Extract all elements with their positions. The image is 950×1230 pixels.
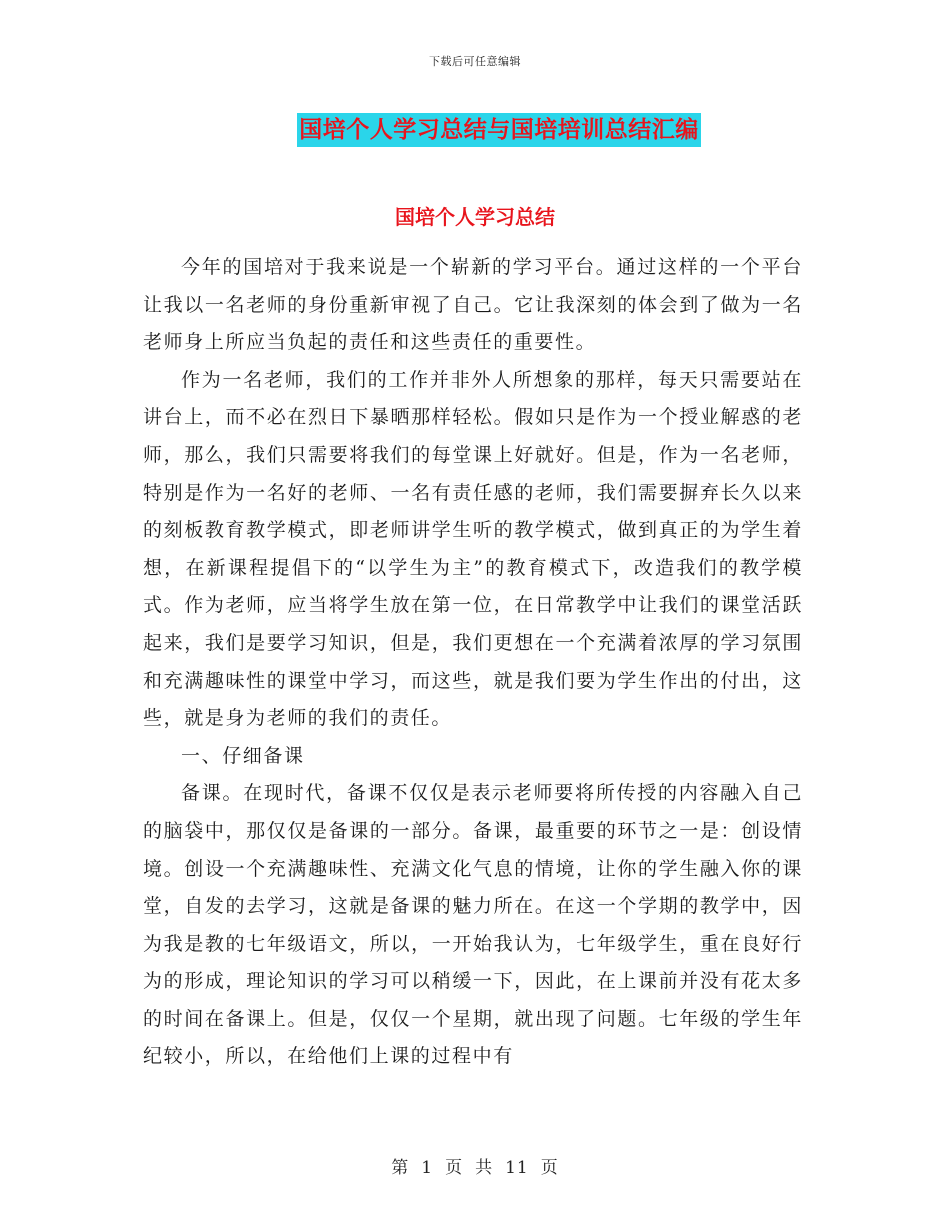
section-title: 国培个人学习总结 [395,205,555,229]
page-number: 1 [421,1158,434,1178]
paragraph: 今年的国培对于我来说是一个崭新的学习平台。通过这样的一个平台让我以一名老师的身份重新审视了自己。它让我深刻的体会到了做为一名老师身上所应当负起的责任和这些责任的重要性。 [143,256,803,354]
page-footer [0,1153,950,1178]
page-mid: 页 [445,1158,464,1178]
page-total-prefix: 共 [475,1158,494,1178]
page-suffix: 页 [540,1158,559,1178]
section-heading: 一、仔细备课 [181,744,305,767]
page-total: 11 [505,1158,529,1178]
paragraph: 作为一名老师，我们的工作并非外人所想象的那样，每天只需要站在讲台上，而不必在烈日下暴晒那样轻松。假如只是作为一个授业解惑的老师，那么，我们只需要将我们的每堂课上好就好。但是，作为一名老师，特别是作为一名好的老师、一名有责任感的老师，我们需要摒弃长久以来的刻板教育教学模式，即老师讲学生听的教学模式，做到真正的为学生着想，在新课程提倡下的“以学生为主”的教育模式下，改造我们的教学模式。作为老师，应当将学生放在第一位，在日常教学中让我们的课堂活跃起来，我们是要学习知识，但是，我们更想在一个充满着浓厚的学习氛围和充满趣味性的课堂中学习，而这些，就是我们要为学生作出的付出，这些，就是身为老师的我们的责任。 [143,368,803,730]
header-note: 下载后可任意编辑 [429,55,521,68]
main-title-container [0,113,950,147]
paragraph: 备课。在现时代，备课不仅仅是表示老师要将所传授的内容融入自己的脑袋中，那仅仅是备课的一部分。备课，最重要的环节之一是：创设情境。创设一个充满趣味性、充满文化气息的情境，让你的学生融入你的课堂，自发的去学习，这就是备课的魅力所在。在这一个学期的教学中，因为我是教的七年级语文，所以，一开始我认为，七年级学生，重在良好行为的形成，理论知识的学习可以稍缓一下，因此，在上课前并没有花太多的时间在备课上。但是，仅仅一个星期，就出现了问题。七年级的学生年纪较小，所以，在给他们上课的过程中有 [143,782,803,1068]
page-prefix: 第 [391,1158,410,1178]
main-title: 国培个人学习总结与国培培训总结汇编 [297,113,701,147]
document-body [143,249,803,1076]
